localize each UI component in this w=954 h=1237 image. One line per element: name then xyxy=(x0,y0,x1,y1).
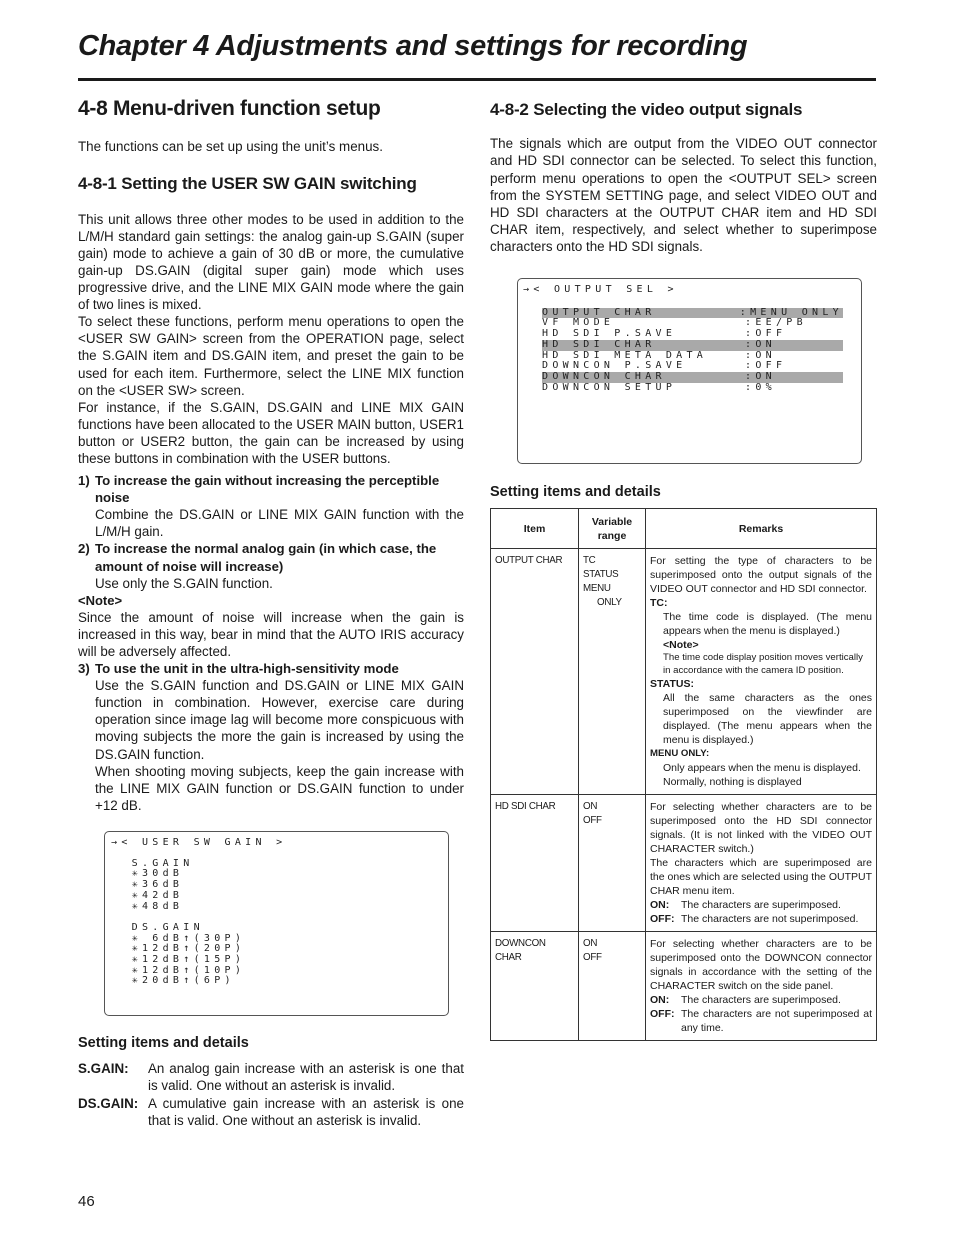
definition-row xyxy=(78,1060,464,1094)
header-range: Variable range xyxy=(579,509,646,549)
screen-row-downcon-char: DOWNCON CHAR :ON xyxy=(542,372,843,383)
item-body: Use only the S.GAIN function. xyxy=(95,575,273,591)
cell-item: OUTPUT CHAR xyxy=(491,549,579,795)
screen-line: ✳12dB↑(10P) xyxy=(111,964,246,976)
numbered-item-2 xyxy=(78,540,464,591)
definition-desc: An analog gain increase with an asterisk is one that is valid. One without an asterisk is invalid. xyxy=(148,1061,464,1094)
left-column xyxy=(78,96,464,814)
user-sw-gain-screen xyxy=(104,831,449,1016)
screen-line: S.GAIN xyxy=(111,857,194,869)
screen-line: ✳36dB xyxy=(111,879,184,891)
details-title: Setting items and details xyxy=(490,484,661,500)
subsection-title-4-8-1: 4-8-1 Setting the USER SW GAIN switching xyxy=(78,174,417,194)
numbered-item-3 xyxy=(78,660,464,814)
numbered-item-1 xyxy=(78,472,464,540)
cell-remarks: For selecting whether characters are to be superimposed onto the HD SDI connector signals. (It is not linked with the VIDEO OUT CHARACTER switch.) The characters which are superimposed are the ones which are selected using the OUTPUT CHAR menu item. ON: The characters are superimposed. OFF: The characters are not superimposed. xyxy=(646,795,877,932)
table-header-row xyxy=(491,509,877,549)
definition-desc: A cumulative gain increase with an asterisk is one that is valid. One without an asterisk is invalid. xyxy=(148,1095,464,1128)
cell-item: DOWNCON CHAR xyxy=(491,932,579,1041)
left-details xyxy=(78,1035,464,1129)
screen-title: →< OUTPUT SEL > xyxy=(523,284,678,295)
screen-row-hd-sdi-psave: HD SDI P.SAVE :OFF xyxy=(542,328,787,340)
note-text: Since the amount of noise will increase when the gain is increased in this way, bear in mind that the AUTO IRIS accuracy will be adversely affected. xyxy=(78,609,464,660)
screen-line: ✳ 6dB↑(30P) xyxy=(111,932,246,944)
cell-remarks: For setting the type of characters to be superimposed onto the output signals of the VIDEO OUT connector and HD SDI connector. TC: The time code is displayed. (The menu appears when the menu is displayed.) <Note> The time code display position moves vertically in accordance with the camera ID position. STATUS: All the same characters as the ones superimposed on the viewfinder are displayed. (The menu appears when the menu is displayed.) MENU ONLY: Only appears when the menu is displayed. Normally, nothing is displayed xyxy=(646,549,877,795)
definition-term: S.GAIN: xyxy=(78,1061,129,1077)
screen-line: ✳30dB xyxy=(111,868,184,880)
item-body: When shooting moving subjects, keep the gain increase with the LINE MIX GAIN function or DS.GAIN function to under +12 dB. xyxy=(95,763,464,813)
cell-remarks: For selecting whether characters are to be superimposed onto the DOWNCON connector signals in accordance with the setting of the CHARACTER switch on the side panel. ON: The characters are superimposed. OFF: The characters are not superimposed at any time. xyxy=(646,932,877,1041)
cell-range: TC STATUS MENU ONLY xyxy=(579,549,646,795)
cell-range: ON OFF xyxy=(579,932,646,1041)
cell-item: HD SDI CHAR xyxy=(491,795,579,932)
paragraph: The signals which are output from the VIDEO OUT connector and HD SDI connector can be selected. To select this function, perform menu operations to open the <OUTPUT SEL> screen from the SYSTEM SETTING page, and select VIDEO OUT and HD SDI characters at the OUTPUT CHAR item and HD SDI CHAR item, respectively, and select whether to superimpose characters onto the HD SDI signals. xyxy=(490,136,877,254)
screen-row-output-char: OUTPUT CHAR :MENU ONLY xyxy=(542,306,843,318)
screen-row-hd-sdi-char: HD SDI CHAR :ON xyxy=(542,340,843,351)
header-item: Item xyxy=(491,509,579,549)
details-title: Setting items and details xyxy=(78,1035,249,1051)
chapter-title: Chapter 4 Adjustments and settings for recording xyxy=(78,30,748,62)
cell-range: ON OFF xyxy=(579,795,646,932)
table-row xyxy=(491,549,877,795)
section-title: 4-8 Menu-driven function setup xyxy=(78,97,381,120)
item-heading: To use the unit in the ultra-high-sensitivity mode xyxy=(95,661,399,677)
screen-line: ✳42dB xyxy=(111,889,184,901)
screen-row-downcon-setup: DOWNCON SETUP :0% xyxy=(542,381,776,393)
item-heading: To increase the normal analog gain (in which case, the amount of noise will increase) xyxy=(95,541,437,574)
settings-table xyxy=(490,508,877,1041)
right-details xyxy=(490,484,877,1041)
screen-line: ✳12dB↑(15P) xyxy=(111,954,246,966)
subsection-title-4-8-2: 4-8-2 Selecting the video output signals xyxy=(490,100,803,119)
item-number: 2) xyxy=(78,541,90,557)
chapter-rule xyxy=(78,78,876,81)
table-row xyxy=(491,795,877,932)
output-sel-screen xyxy=(517,278,862,464)
note-label: <Note> xyxy=(78,592,123,608)
section-intro: The functions can be set up using the unit’s menus. xyxy=(78,139,383,155)
item-heading: To increase the gain without increasing the perceptible noise xyxy=(95,473,440,506)
definition-term: DS.GAIN: xyxy=(78,1095,139,1111)
paragraph: For instance, if the S.GAIN, DS.GAIN and LINE MIX GAIN functions have been allocated to the USER MAIN button, USER1 button or USER2 button, the gain can be increased by using these buttons in combination with the USER buttons. xyxy=(78,399,464,466)
screen-line: ✳12dB↑(20P) xyxy=(111,943,246,955)
screen-line: DS.GAIN xyxy=(111,921,204,933)
paragraph: To select these functions, perform menu operations to open the <USER SW GAIN> screen from the OPERATION page, select the S.GAIN item and DS.GAIN item, and preset the gain to be used for each item. Furthermore, select the LINE MIX function on the <USER SW> screen. xyxy=(78,314,464,398)
screen-line: ✳48dB xyxy=(111,900,184,912)
screen-row-downcon-psave: DOWNCON P.SAVE :OFF xyxy=(542,360,787,372)
screen-row-vf-mode: VF MODE :EE/PB xyxy=(542,317,807,329)
paragraph: This unit allows three other modes to be used in addition to the L/M/H standard gain settings: the analog gain-up S.GAIN (super gain) mode to achieve a gain of 30 dB or more, the cumulative gain-up DS.GAIN (digital super gain) mode which uses progressive drive, and the LINE MIX GAIN mode where the gain of two lines is mixed. xyxy=(78,211,464,313)
screen-row-hd-sdi-meta: HD SDI META DATA :ON xyxy=(542,349,776,361)
table-row xyxy=(491,932,877,1041)
screen-line: →< USER SW GAIN > xyxy=(111,837,287,848)
item-body: Combine the DS.GAIN or LINE MIX GAIN function with the L/M/H gain. xyxy=(95,507,464,540)
definition-row xyxy=(78,1095,464,1129)
item-number: 3) xyxy=(78,661,90,677)
right-column xyxy=(490,96,877,255)
screen-line: ✳20dB↑(6P) xyxy=(111,975,235,987)
item-number: 1) xyxy=(78,473,90,489)
screen-rows xyxy=(542,308,843,394)
page-number: 46 xyxy=(78,1193,95,1210)
item-body: Use the S.GAIN function and DS.GAIN or LINE MIX GAIN function in combination. However, exercise care during operation since image lag will become more conspicuous with moving subjects the more the gain is increased by using the DS.GAIN function. xyxy=(95,678,464,762)
header-remarks: Remarks xyxy=(646,509,877,549)
